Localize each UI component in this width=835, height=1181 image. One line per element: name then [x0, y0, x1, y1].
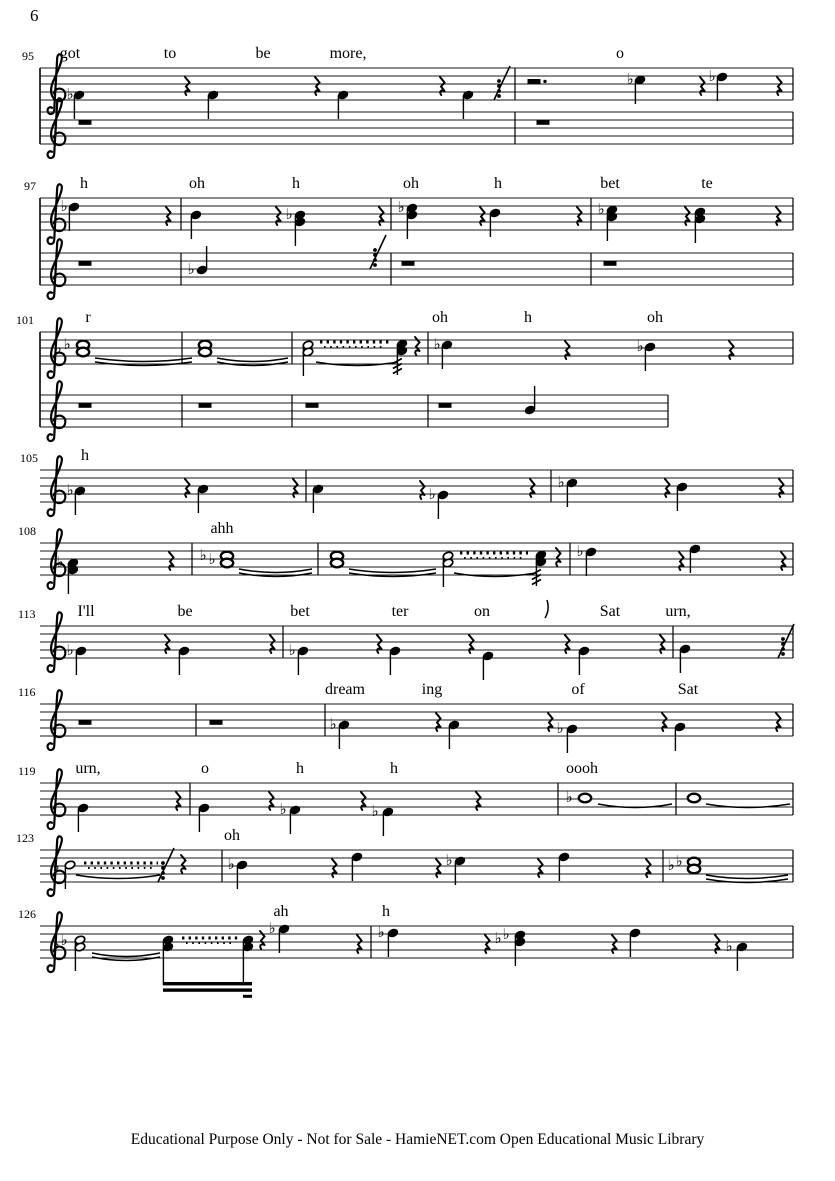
staff-lines: [40, 395, 668, 427]
grace-slash: [370, 235, 386, 269]
lyric: h: [80, 175, 88, 192]
flat-accidental: ♭: [268, 919, 276, 937]
tie: [349, 569, 436, 573]
tremolo-beam: [163, 988, 252, 991]
flat-accidental: ♭: [597, 200, 605, 218]
system: [18, 681, 793, 753]
whole-notehead: [77, 348, 89, 357]
lyric: Sat: [677, 681, 699, 698]
flat-accidental: ♭: [60, 197, 68, 215]
lyric: oh: [403, 175, 419, 192]
flat-accidental: ♭: [494, 929, 502, 947]
measure-number: 101: [16, 313, 34, 327]
flat-accidental: ♭: [556, 719, 564, 737]
flat-accidental: ♭: [208, 550, 216, 568]
grace-notes: [778, 624, 794, 658]
staff-lines: [40, 783, 793, 815]
lyric: h: [382, 903, 390, 920]
system: [16, 309, 793, 441]
grace-notehead: [781, 642, 785, 646]
measure-number: 123: [16, 831, 34, 845]
lyric: h: [81, 447, 89, 464]
whole-notehead: [331, 559, 343, 568]
whole-notehead: [688, 865, 700, 874]
grace-notehead: [161, 876, 165, 880]
flat-accidental: ♭: [66, 85, 74, 103]
whole-rest: [537, 120, 550, 125]
tie: [217, 358, 288, 362]
grace-notehead: [161, 871, 165, 875]
lyric: oooh: [566, 760, 598, 777]
lyric: to: [163, 45, 177, 62]
grace-notehead: [781, 652, 785, 656]
flat-accidental: ♭: [636, 337, 644, 355]
lyric: h: [524, 309, 532, 326]
flat-accidental: ♭: [428, 485, 436, 503]
grace-notehead: [373, 253, 377, 257]
grace-notehead: [497, 79, 501, 83]
whole-rest: [79, 120, 92, 125]
grace-slash: [778, 624, 794, 658]
staff-lines: [40, 112, 793, 144]
lyric: urn,: [665, 603, 691, 620]
footer-text: Educational Purpose Only - Not for Sale - HamieNET.com Open Educational Music Library: [130, 1131, 705, 1148]
lyric: h: [292, 175, 300, 192]
flat-accidental: ♭: [52, 857, 60, 875]
whole-rest: [199, 403, 212, 408]
flat-accidental: ♭: [565, 788, 573, 806]
lyric: be: [255, 45, 271, 62]
lyric: o: [616, 45, 624, 62]
measure-number: 113: [18, 607, 36, 621]
lyric: more,: [329, 45, 367, 62]
lyric: Sat: [599, 603, 621, 620]
grace-notes: [494, 66, 510, 100]
staff-lines: [40, 253, 793, 285]
flat-accidental: ♭: [576, 542, 584, 560]
staff-lines: [40, 926, 793, 958]
lyric: oh: [647, 309, 663, 326]
system: [18, 600, 794, 680]
whole-notehead: [688, 794, 700, 803]
flat-accidental: ♭: [433, 335, 441, 353]
grace-notes: [370, 235, 386, 269]
tie: [706, 875, 788, 879]
lyric: h: [494, 175, 502, 192]
flat-accidental: ♭: [675, 852, 683, 870]
lyric: h: [390, 760, 398, 777]
flat-accidental: ♭: [285, 205, 293, 223]
tremolo-beam: [243, 995, 252, 998]
lyric: te: [701, 175, 713, 192]
flat-accidental: ♭: [445, 851, 453, 869]
lyric: urn,: [75, 760, 101, 777]
half-rest: [528, 79, 541, 84]
flat-accidental: ♭: [199, 546, 207, 564]
flat-accidental: ♭: [557, 473, 565, 491]
flat-accidental: ♭: [63, 335, 71, 353]
lyric: bet: [290, 603, 310, 620]
grace-notehead: [161, 861, 165, 865]
flat-accidental: ♭: [279, 800, 287, 818]
flat-accidental: ♭: [66, 641, 74, 659]
whole-rest: [79, 261, 92, 266]
augmentation-dot: [543, 80, 546, 83]
lyric: ter: [391, 603, 409, 620]
whole-notehead: [579, 794, 591, 803]
lyric: r: [85, 309, 91, 326]
grace-notehead: [781, 647, 785, 651]
flat-accidental: ♭: [626, 70, 634, 88]
measure-number: 126: [18, 907, 36, 921]
lyric: o: [201, 760, 209, 777]
lyric: dream: [325, 681, 365, 698]
system: [20, 447, 793, 519]
lyric: h: [296, 760, 304, 777]
flat-accidental: ♭: [397, 198, 405, 216]
whole-rest: [402, 261, 415, 266]
lyric: bet: [600, 175, 620, 192]
tie: [239, 569, 312, 573]
flat-accidental: ♭: [60, 931, 68, 949]
system: [18, 903, 793, 998]
measure-number: 119: [18, 764, 36, 778]
measure-number: 105: [20, 451, 38, 465]
flat-accidental: ♭: [227, 855, 235, 873]
flat-accidental: ♭: [371, 802, 379, 820]
whole-notehead: [221, 559, 233, 568]
measure-number: 116: [18, 685, 36, 699]
flat-accidental: ♭: [56, 553, 64, 571]
grace-notehead: [373, 248, 377, 252]
grace-notehead: [497, 94, 501, 98]
grace-notehead: [373, 263, 377, 267]
grace-notehead: [373, 258, 377, 262]
grace-slash: [494, 66, 510, 100]
lyric: ahh: [210, 520, 234, 537]
flat-accidental: ♭: [725, 937, 733, 955]
grace-notehead: [497, 84, 501, 88]
lyric: ing: [421, 681, 443, 698]
breath-mark: [545, 600, 548, 618]
system: [24, 175, 793, 299]
tie: [76, 875, 160, 879]
lyric: of: [571, 681, 585, 698]
lyric: be: [177, 603, 193, 620]
measure-number: 95: [22, 49, 34, 63]
staff-lines: [40, 68, 793, 100]
grace-notehead: [161, 866, 165, 870]
tie: [92, 953, 160, 957]
measure-number: 97: [24, 179, 36, 193]
tremolo-beam: [163, 982, 252, 985]
grace-slash: [158, 848, 174, 882]
whole-rest: [79, 403, 92, 408]
flat-accidental: ♭: [708, 67, 716, 85]
grace-notehead: [497, 89, 501, 93]
system: [18, 760, 793, 836]
whole-rest: [604, 261, 617, 266]
lyric: on: [474, 603, 490, 620]
flat-accidental: ♭: [66, 481, 74, 499]
staff-lines: [40, 704, 793, 736]
quarter-rest: [420, 481, 425, 499]
flat-accidental: ♭: [52, 935, 60, 953]
whole-notehead: [199, 348, 211, 357]
system: [18, 520, 793, 594]
flat-accidental: ♭: [377, 923, 385, 941]
flat-accidental: ♭: [187, 260, 195, 278]
flat-accidental: ♭: [288, 641, 296, 659]
lyric: oh: [189, 175, 205, 192]
whole-rest: [210, 720, 223, 725]
lyric: ah: [273, 903, 289, 920]
system: [22, 45, 793, 158]
whole-rest: [79, 720, 92, 725]
tie: [95, 358, 192, 362]
whole-rest: [306, 403, 319, 408]
flat-accidental: ♭: [54, 339, 62, 357]
grace-notes: [158, 848, 174, 882]
whole-rest: [439, 403, 452, 408]
flat-accidental: ♭: [502, 925, 510, 943]
lyric: got: [59, 45, 81, 62]
flat-accidental: ♭: [667, 856, 675, 874]
lyric: oh: [432, 309, 448, 326]
flat-accidental: ♭: [329, 715, 337, 733]
lyric: I'll: [77, 603, 95, 620]
page-number: 6: [30, 6, 39, 25]
grace-notehead: [781, 637, 785, 641]
lyric: oh: [224, 827, 240, 844]
system: [16, 827, 793, 896]
measure-number: 108: [18, 524, 36, 538]
